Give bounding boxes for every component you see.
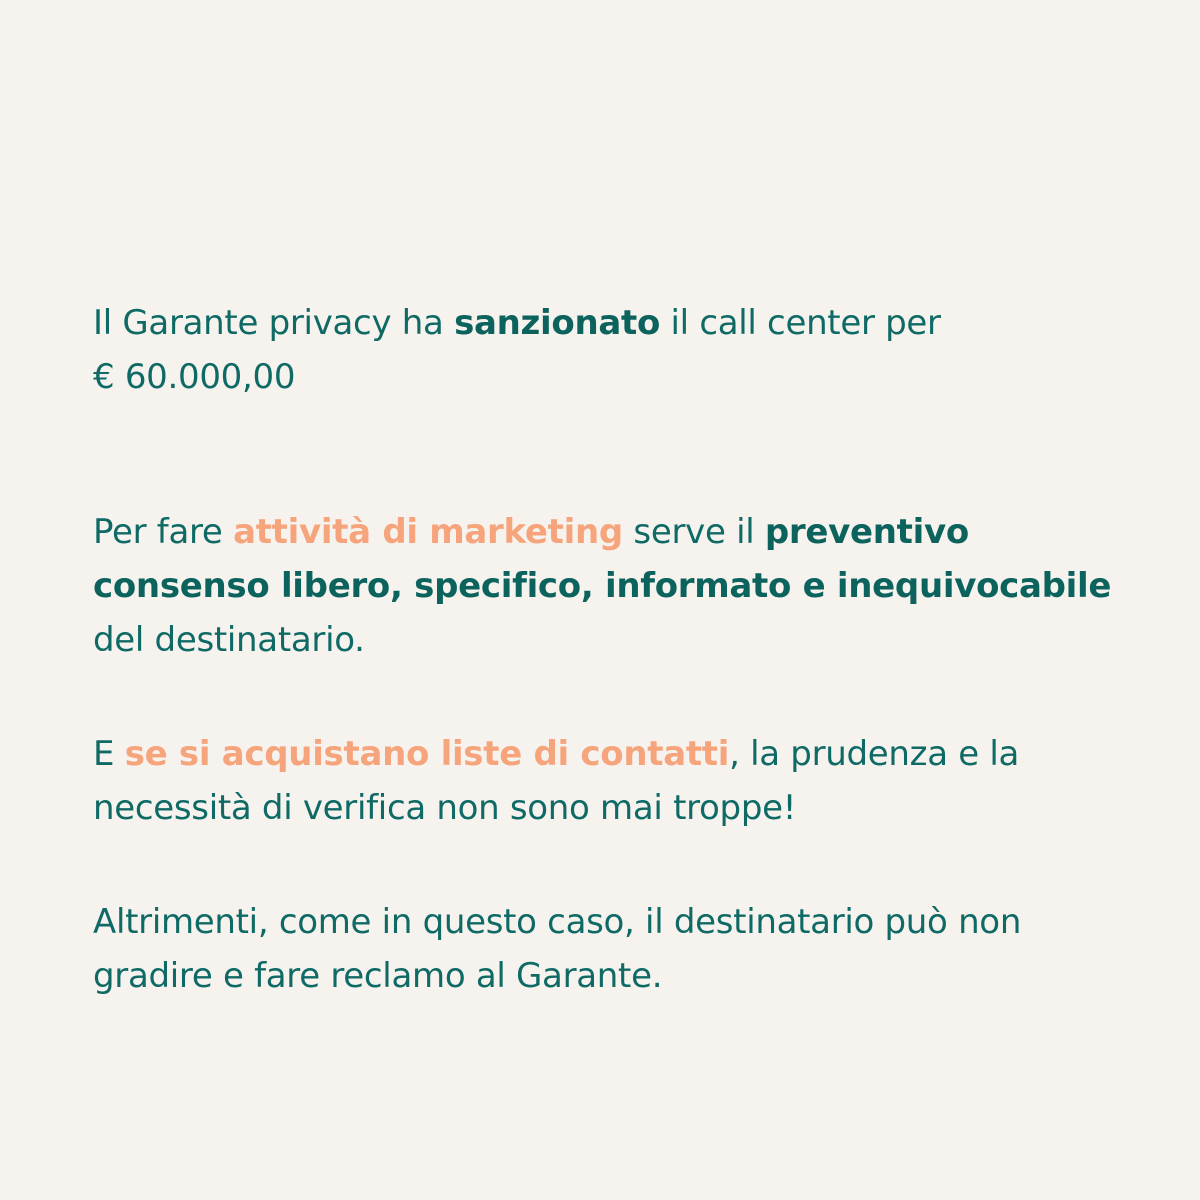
text-segment: Altrimenti, come in questo caso, il destinatario può non gradire e fare reclamo al Garante.: [93, 902, 1022, 996]
paragraph-sanction: [93, 296, 1133, 404]
text-segment: Per fare: [93, 512, 234, 552]
highlight-consenso: preventivo consenso libero, specifico, informato e inequivocabile: [93, 512, 1112, 606]
text-segment: serve il: [622, 512, 765, 552]
text-segment: , la prudenza e la necessità di verifica non sono mai troppe!: [93, 734, 1020, 828]
paragraph-complaint: [93, 895, 1133, 1003]
text-segment: il call center per: [660, 303, 941, 343]
highlight-sanzionato: sanzionato: [454, 303, 661, 343]
accent-marketing: attività di marketing: [233, 512, 623, 552]
fine-amount: € 60.000,00: [93, 357, 296, 397]
paragraph-lists: [93, 727, 1133, 835]
paragraph-consent: [93, 505, 1133, 667]
text-segment: del destinatario.: [93, 620, 365, 660]
text-segment: Il Garante privacy ha: [93, 303, 455, 343]
accent-liste-contatti: se si acquistano liste di contatti: [124, 734, 730, 774]
text-segment: E: [93, 734, 125, 774]
